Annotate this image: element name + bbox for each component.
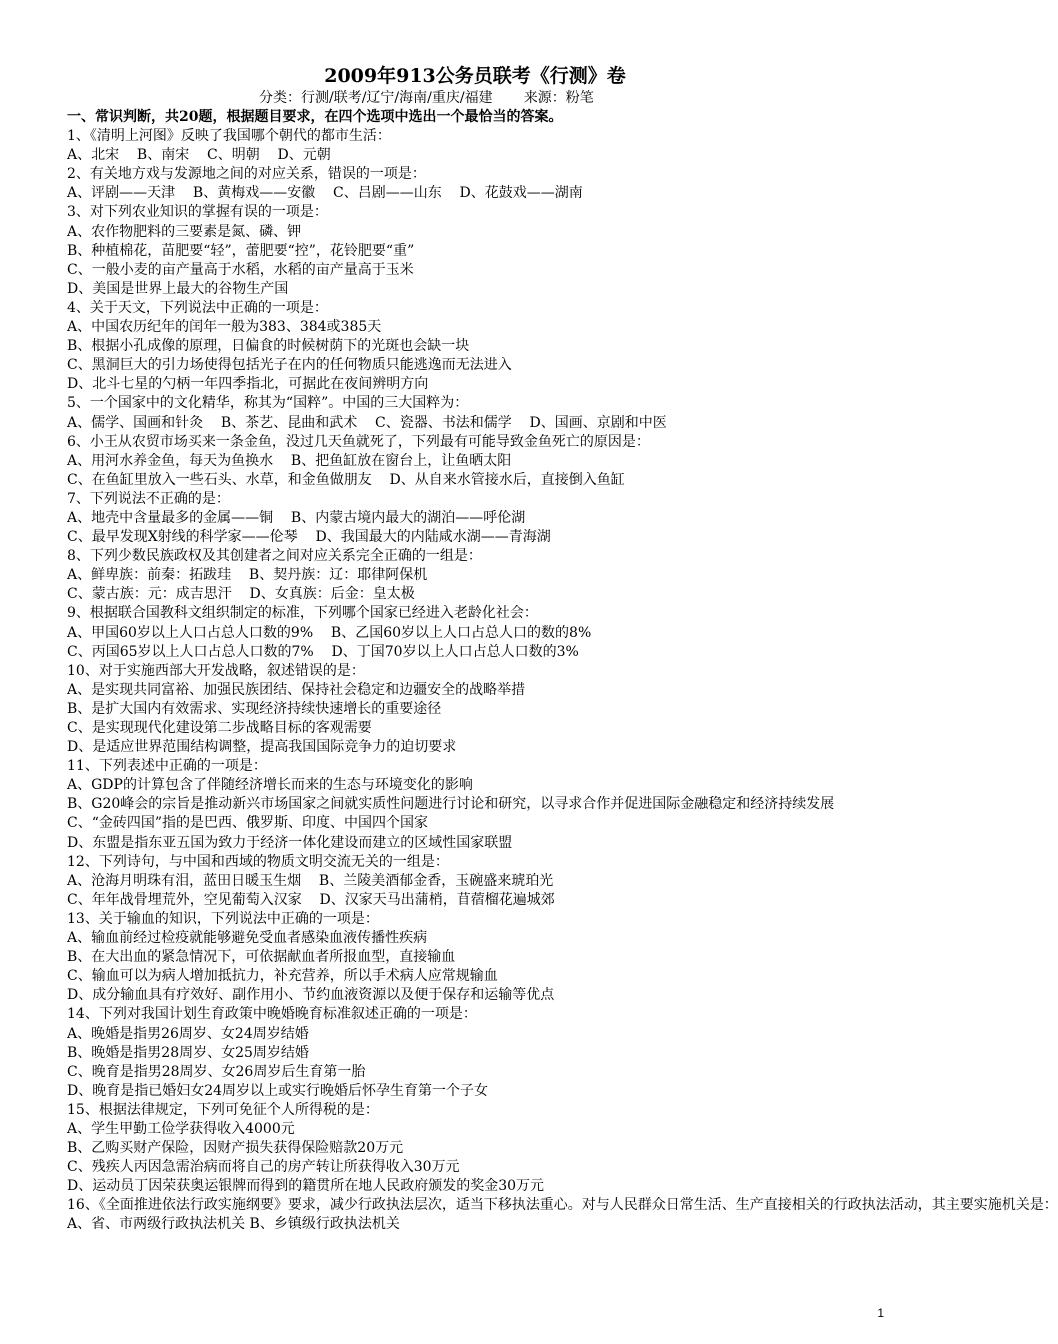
page-number: 1 <box>877 1306 884 1320</box>
answer-options: A、沧海月明珠有泪，蓝田日暖玉生烟 B、兰陵美酒郁金香，玉碗盛来琥珀光 <box>67 872 554 889</box>
answer-options: A、农作物肥料的三要素是氮、磷、钾 <box>67 223 302 240</box>
answer-options: C、晚育是指男28周岁、女26周岁后生育第一胎 <box>67 1063 366 1080</box>
question-stem: 4、关于天文，下列说法中正确的一项是： <box>67 299 328 316</box>
answer-options: B、乙购买财产保险，因财产损失获得保险赔款20万元 <box>67 1140 404 1157</box>
answer-options: B、晚婚是指男28周岁、女25周岁结婚 <box>67 1044 309 1061</box>
answer-options: A、甲国60岁以上人口占总人口数的9% B、乙国60岁以上人口占总人口的数的8% <box>67 624 592 641</box>
question-stem: 15、根据法律规定，下列可免征个人所得税的是： <box>67 1101 379 1118</box>
answer-options: C、黑洞巨大的引力场使得包括光子在内的任何物质只能逃逸而无法进入 <box>67 357 512 374</box>
answer-options: A、省、市两级行政执法机关 B、乡镇级行政执法机关 <box>67 1216 400 1233</box>
answer-options: C、在鱼缸里放入一些石头、水草，和金鱼做朋友 D、从自来水管接水后，直接倒入鱼缸 <box>67 471 625 488</box>
question-stem: 2、有关地方戏与发源地之间的对应关系，错误的一项是： <box>67 166 426 183</box>
answer-options: A、是实现共同富裕、加强民族团结、保持社会稳定和边疆安全的战略举措 <box>67 681 526 698</box>
answer-options: D、运动员丁因荣获奥运银牌而得到的籍贯所在地人民政府颁发的奖金30万元 <box>67 1178 545 1195</box>
answer-options: A、鲜卑族：前秦：拓跋珪 B、契丹族：辽：耶律阿保机 <box>67 567 428 584</box>
answer-options: A、学生甲勤工俭学获得收入4000元 <box>67 1120 295 1137</box>
answer-options: D、是适应世界范围结构调整，提高我国国际竞争力的迫切要求 <box>67 739 457 756</box>
question-stem: 8、下列少数民族政权及其创建者之间对应关系完全正确的一组是： <box>67 548 482 565</box>
question-stem: 10、对于实施西部大开发战略，叙述错误的是： <box>67 662 365 679</box>
question-stem: 6、小王从农贸市场买来一条金鱼，没过几天鱼就死了，下列最有可能导致金鱼死亡的原因是： <box>67 433 650 450</box>
answer-options: D、晚育是指已婚妇女24周岁以上或实行晚婚后怀孕生育第一个子女 <box>67 1082 489 1099</box>
answer-options: A、晚婚是指男26周岁、女24周岁结婚 <box>67 1025 309 1042</box>
answer-options: A、GDP的计算包含了伴随经济增长而来的生态与环境变化的影响 <box>67 777 473 794</box>
answer-options: C、输血可以为病人增加抵抗力，补充营养，所以手术病人应常规输血 <box>67 968 498 985</box>
answer-options: C、丙国65岁以上人口占总人口数的7% D、丁国70岁以上人口占总人口数的3% <box>67 643 579 660</box>
question-stem: 7、下列说法不正确的是： <box>67 490 230 507</box>
answer-options: A、儒学、国画和针灸 B、茶艺、昆曲和武术 C、瓷器、书法和儒学 D、国画、京剧和中医 <box>67 414 667 431</box>
question-stem: 11、下列表述中正确的一项是： <box>67 758 267 775</box>
section-header: 一、常识判断，共20题，根据题目要求，在四个选项中选出一个最恰当的答案。 <box>67 109 563 125</box>
answer-options: D、北斗七星的勺柄一年四季指北，可据此在夜间辨明方向 <box>67 376 429 393</box>
question-stem: 13、关于输血的知识，下列说法中正确的一项是： <box>67 910 379 927</box>
answer-options: A、评剧——天津 B、黄梅戏——安徽 C、吕剧——山东 D、花鼓戏——湖南 <box>67 185 583 202</box>
question-stem: 1、《清明上河图》反映了我国哪个朝代的都市生活： <box>67 128 391 145</box>
question-stem: 16、《全面推进依法行政实施纲要》要求，减少行政执法层次，适当下移执法重心。对与人民群众日常生活、生产直接相关的行政执法活动，其主要实施机关是： <box>67 1197 1058 1214</box>
answer-options: C、“金砖四国”指的是巴西、俄罗斯、印度、中国四个国家 <box>67 815 429 832</box>
answer-options: B、根据小孔成像的原理，日偏食的时候树荫下的光斑也会缺一块 <box>67 338 470 355</box>
document-title: 2009年913公务员联考《行测》卷 <box>324 65 626 87</box>
answer-options: D、成分输血具有疗效好、副作用小、节约血液资源以及便于保存和运输等优点 <box>67 987 555 1004</box>
answer-options: C、年年战骨埋荒外，空见葡萄入汉家 D、汉家天马出蒲梢，苜蓿榴花遍城郊 <box>67 891 555 908</box>
answer-options: C、蒙古族：元：成吉思汗 D、女真族：后金：皇太极 <box>67 586 415 603</box>
answer-options: B、是扩大国内有效需求、实现经济持续快速增长的重要途径 <box>67 700 442 717</box>
question-stem: 5、一个国家中的文化精华，称其为“国粹”。中国的三大国粹为： <box>67 395 469 412</box>
answer-options: A、输血前经过检疫就能够避免受血者感染血液传播性疾病 <box>67 930 428 947</box>
document-meta: 分类：行测/联考/辽宁/海南/重庆/福建 来源：粉笔 <box>259 90 594 106</box>
answer-options: A、用河水养金鱼，每天为鱼换水 B、把鱼缸放在窗台上，让鱼晒太阳 <box>67 452 512 469</box>
answer-options: B、种植棉花，苗肥要“轻”，蕾肥要“控”，花铃肥要“重” <box>67 242 415 259</box>
answer-options: C、一般小麦的亩产量高于水稻，水稻的亩产量高于玉米 <box>67 261 414 278</box>
question-stem: 3、对下列农业知识的掌握有误的一项是： <box>67 204 328 221</box>
answer-options: A、北宋 B、南宋 C、明朝 D、元朝 <box>67 147 331 164</box>
document-body <box>67 108 1058 1235</box>
question-stem: 14、下列对我国计划生育政策中晚婚晚育标准叙述正确的一项是： <box>67 1006 477 1023</box>
question-stem: 9、根据联合国教科文组织制定的标准，下列哪个国家已经进入老龄化社会： <box>67 605 538 622</box>
question-list <box>67 127 1058 1234</box>
answer-options: C、最早发现X射线的科学家——伦琴 D、我国最大的内陆咸水湖——青海湖 <box>67 529 551 546</box>
answer-options: C、残疾人丙因急需治病而将自己的房产转让所获得收入30万元 <box>67 1159 460 1176</box>
question-stem: 12、下列诗句，与中国和西域的物质文明交流无关的一组是： <box>67 853 449 870</box>
answer-options: B、在大出血的紧急情况下，可依据献血者所报血型，直接输血 <box>67 949 456 966</box>
answer-options: D、东盟是指东亚五国为致力于经济一体化建设而建立的区域性国家联盟 <box>67 834 513 851</box>
answer-options: B、G20峰会的宗旨是推动新兴市场国家之间就实质性问题进行讨论和研究，以寻求合作并促进国际金融稳定和经济持续发展 <box>67 796 835 813</box>
answer-options: A、地壳中含量最多的金属——铜 B、内蒙古境内最大的湖泊——呼伦湖 <box>67 509 526 526</box>
answer-options: A、中国农历纪年的闰年一般为383、384或385天 <box>67 319 382 336</box>
answer-options: C、是实现现代化建设第二步战略目标的客观需要 <box>67 720 372 736</box>
answer-options: D、美国是世界上最大的谷物生产国 <box>67 280 289 297</box>
